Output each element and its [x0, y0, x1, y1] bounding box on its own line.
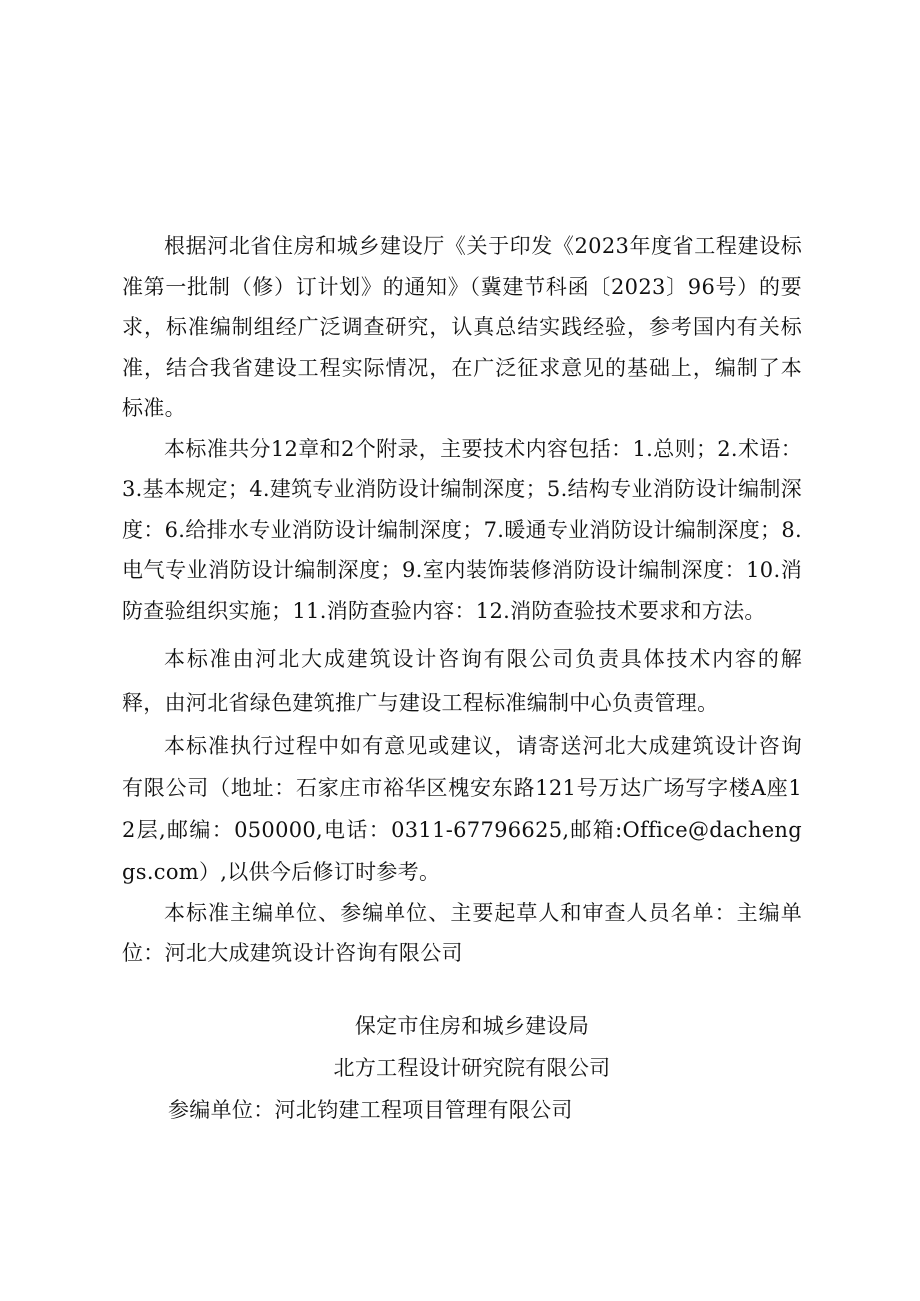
co-chief-unit: 保定市住房和城乡建设局: [354, 1014, 590, 1038]
paragraph-feedback: 本标准执行过程中如有意见或建议，请寄送河北大成建筑设计咨询有限公司（地址：石家庄市裕华区槐安东路121号万达广场写字楼A座12层,邮编：050000,电话：0311-67796625,邮箱:Office@dachenggs.com）,以供今后修订时参考。: [122, 734, 802, 884]
co-chief-unit: 北方工程设计研究院有限公司: [333, 1056, 611, 1080]
paragraph-units-lead: 本标准主编单位、参编单位、主要起草人和审查人员名单：主编单位：河北大成建筑设计咨询有限公司: [122, 901, 802, 965]
paragraph-interpretation: 本标准由河北大成建筑设计咨询有限公司负责具体技术内容的解释，由河北省绿色建筑推广与建设工程标准编制中心负责管理。: [122, 647, 802, 715]
preface-body: [122, 226, 802, 973]
paragraph-background: 根据河北省住房和城乡建设厅《关于印发《2023年度省工程建设标准第一批制（修）订计划》的通知》（冀建节科函〔2023〕96号）的要求，标准编制组经广泛调查研究，认真总结实践经验，参考国内有关标准，结合我省建设工程实际情况，在广泛征求意见的基础上，编制了本标准。: [122, 234, 802, 420]
paragraph-contents: 本标准共分12章和2个附录，主要技术内容包括：1.总则；2.术语：3.基本规定；4.建筑专业消防设计编制深度；5.结构专业消防设计编制深度：6.给排水专业消防设计编制深度；7.暖通专业消防设计编制深度；8.电气专业消防设计编制深度；9.室内装饰装修消防设计编制深度：10.消防查验组织实施；11.消防查验内容：12.消防查验技术要求和方法。: [122, 436, 802, 623]
drafting-units: [122, 1005, 802, 1131]
participating-unit: 参编单位：河北钧建工程项目管理有限公司: [168, 1098, 573, 1122]
